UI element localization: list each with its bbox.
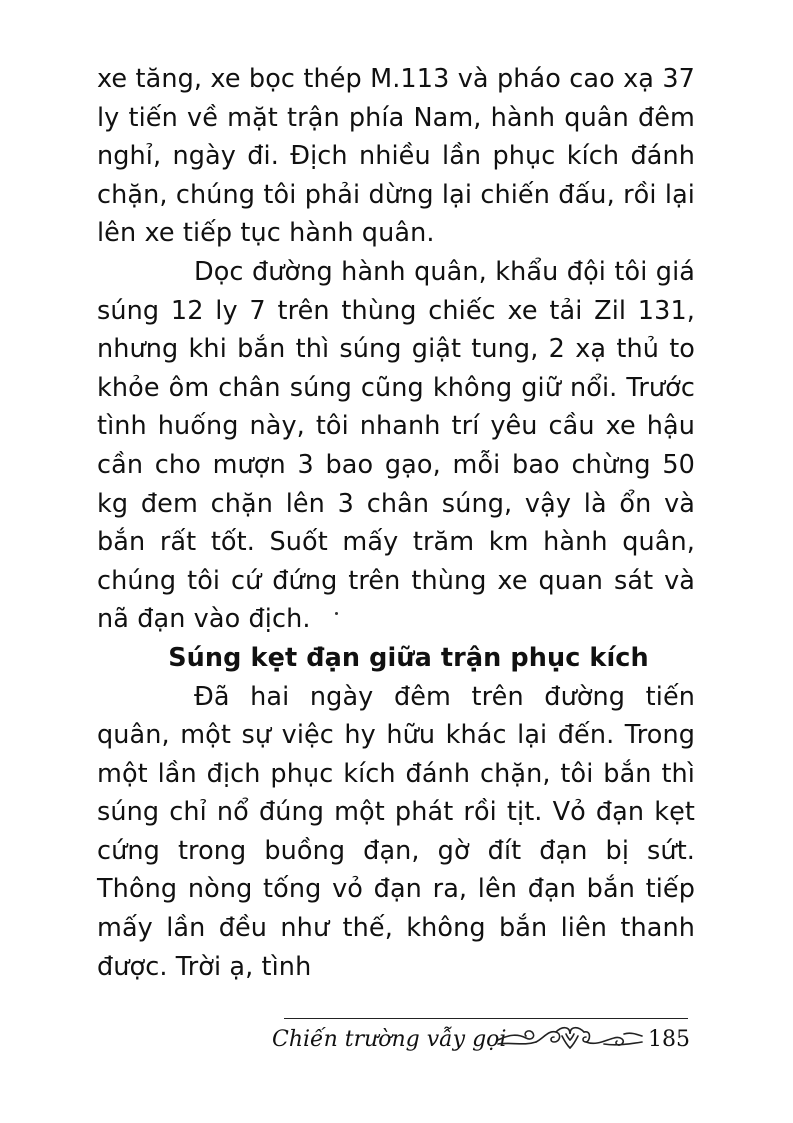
footer-rule xyxy=(284,1018,688,1019)
print-speck xyxy=(335,612,338,615)
paragraph-1: xe tăng, xe bọc thép M.113 và pháo cao xạ 37 ly tiến về mặt trận phía Nam, hành quân đêm nghỉ, ngày đi. Địch nhiều lần phục kích đánh chặn, chúng tôi phải dừng lại chiến đấu, rồi lại lên xe tiếp tục hành quân. xyxy=(97,64,695,249)
paragraph-2: Dọc đường hành quân, khẩu đội tôi giá súng 12 ly 7 trên thùng chiếc xe tải Zil 131, nhưng khi bắn thì súng giật tung, 2 xạ thủ to khỏe ôm chân súng cũng không giữ nổi. Trước tình huống này, tôi nhanh trí yêu cầu xe hậu cần cho mượn 3 bao gạo, mỗi bao chừng 50 kg đem chặn lên 3 chân súng, vậy là ổn và bắn rất tốt. Suốt mấy trăm km hành quân, chúng tôi cứ đứng trên thùng xe quan sát và nã đạn vào địch. xyxy=(97,256,695,635)
footer-book-title: Chiến trường vẫy gọi xyxy=(272,1027,507,1052)
page-body xyxy=(97,60,695,986)
page-number: 185 xyxy=(648,1027,690,1052)
paragraph-3: Đã hai ngày đêm trên đường tiến quân, một sự việc hy hữu khác lại đến. Trong một lần địch phục kích đánh chặn, tôi bắn thì súng chỉ nổ đúng một phát rồi tịt. Vỏ đạn kẹt cứng trong buồng đạn, gờ đít đạn bị sứt. Thông nòng tống vỏ đạn ra, lên đạn bắn tiếp mấy lần đều như thế, không bắn liên thanh được. Trời ạ, tình xyxy=(97,681,695,982)
page-footer xyxy=(260,1000,700,1060)
scroll-flourish-icon xyxy=(496,1022,644,1052)
section-heading: Súng kẹt đạn giữa trận phục kích xyxy=(168,642,649,673)
